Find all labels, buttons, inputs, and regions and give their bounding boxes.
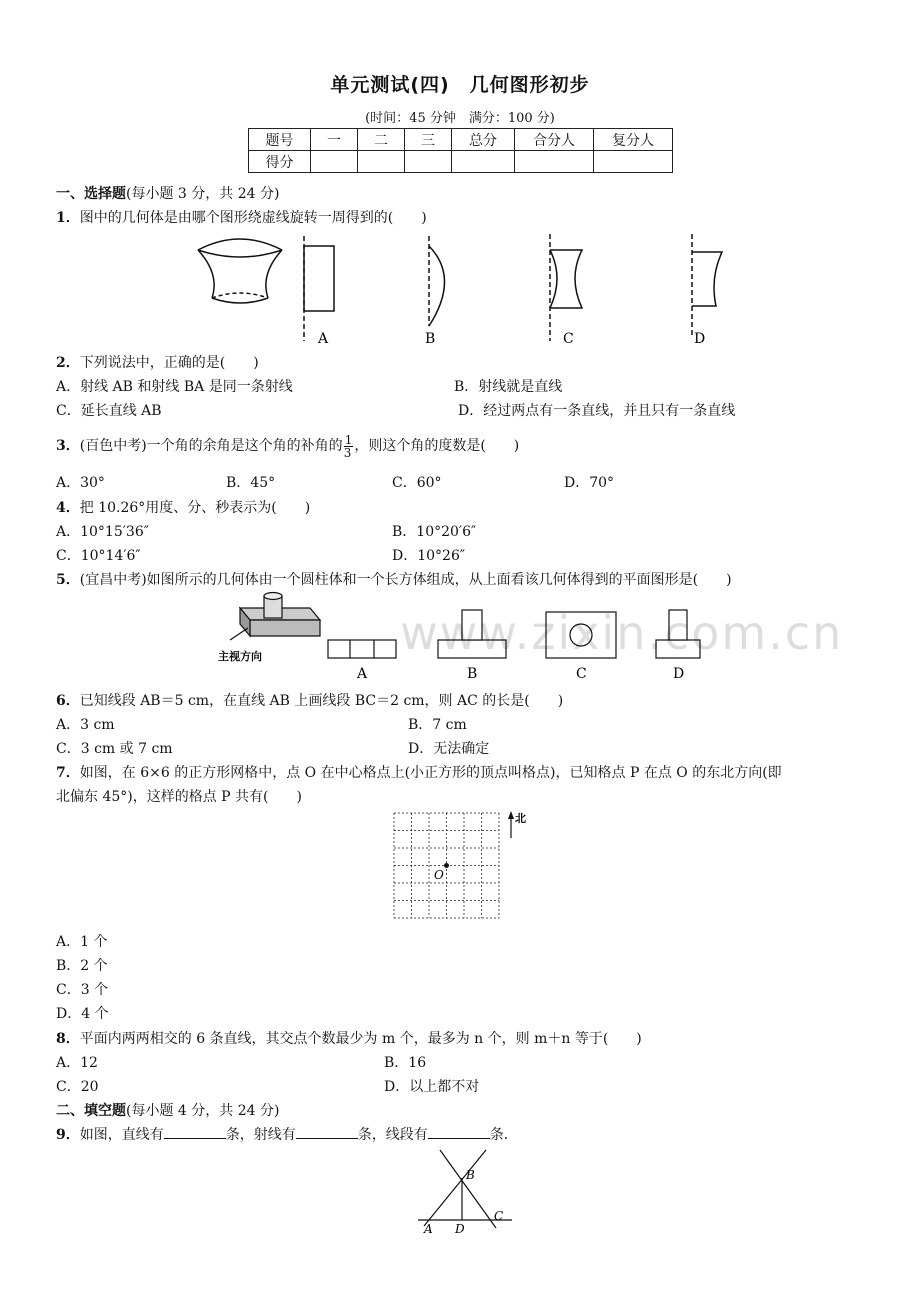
solid-top-ellipse: [198, 250, 282, 257]
label-c: C: [494, 1209, 504, 1223]
question-text: 条，线段有: [357, 1127, 428, 1143]
table-cell: 题号: [249, 129, 311, 151]
option-c[interactable]: C．60°: [392, 475, 442, 491]
option-c-shape: [550, 250, 582, 308]
question-number: 6．: [56, 693, 80, 709]
label-d: D: [694, 331, 706, 347]
label-c: C: [576, 666, 587, 682]
label-b: B: [425, 331, 436, 347]
question-number: 8．: [56, 1031, 80, 1047]
label-b: B: [466, 1168, 475, 1182]
option-c[interactable]: C．3 个: [56, 982, 109, 998]
score-cell[interactable]: [405, 151, 452, 173]
section-heading: [56, 1100, 279, 1120]
question-number: 7．: [56, 765, 80, 781]
question-text: 条，射线有: [225, 1127, 296, 1143]
table-cell: 总分: [452, 129, 515, 151]
solid-bottom-front: [212, 298, 268, 303]
option-c[interactable]: C．10°14′6″: [56, 548, 141, 564]
question-text: 条．: [489, 1127, 518, 1143]
option-b[interactable]: B．16: [384, 1055, 427, 1071]
solid-bottom-back: [212, 293, 268, 298]
option-a[interactable]: A．3 cm: [56, 717, 115, 733]
answer-blank-rays[interactable]: [296, 1126, 358, 1139]
section-title: 一、选择题: [56, 186, 126, 202]
question-4: [56, 497, 310, 517]
section-note: (每小题 3 分，共 24 分): [126, 186, 280, 202]
label-d: D: [673, 666, 685, 682]
table-cell: 一: [311, 129, 358, 151]
option-d[interactable]: D．无法确定: [408, 741, 490, 757]
table-cell: 二: [358, 129, 405, 151]
question-text: 已知线段 AB＝5 cm，在直线 AB 上画线段 BC＝2 cm，则 AC 的长是( ): [79, 693, 564, 709]
section-heading: [56, 183, 279, 203]
section-note: (每小题 4 分，共 24 分): [126, 1103, 280, 1119]
option-c[interactable]: C．延长直线 AB: [56, 403, 162, 419]
option-d[interactable]: D．10°26″: [392, 548, 466, 564]
question-text: 如图，在 6×6 的正方形网格中，点 O 在中心格点上(小正方形的顶点叫格点)，已知格点 P 在点 O 的东北方向(即: [79, 765, 782, 781]
option-b[interactable]: B．45°: [226, 475, 276, 491]
block-front: [250, 620, 320, 636]
label-b: B: [467, 666, 478, 682]
option-b[interactable]: B．10°20′6″: [392, 524, 477, 540]
question-text: 把 10.26°用度、分、秒表示为( ): [79, 500, 311, 516]
direction-arrow: [230, 628, 248, 640]
option-c[interactable]: C．3 cm 或 7 cm: [56, 741, 173, 757]
question-text: 平面内两两相交的 6 条直线，其交点个数最少为 m 个，最多为 n 个，则 m＋n 等于( ): [79, 1031, 642, 1047]
fraction-denominator: 3: [343, 445, 352, 460]
option-c-inner-arc: [550, 250, 557, 308]
question-3: [56, 428, 519, 464]
question-8: [56, 1028, 642, 1048]
watermark: www.zixin.com.cn: [400, 606, 844, 660]
table-cell: 合分人: [515, 129, 594, 151]
label-o: O: [434, 868, 444, 882]
question-9: [56, 1124, 518, 1144]
point-o: [444, 863, 449, 868]
score-cell[interactable]: [515, 151, 594, 173]
option-a[interactable]: A．30°: [56, 475, 105, 491]
option-a[interactable]: A．1 个: [56, 934, 108, 950]
score-cell[interactable]: [594, 151, 673, 173]
option-d[interactable]: D．70°: [564, 475, 615, 491]
label-d: D: [455, 1222, 465, 1236]
question-2: [56, 352, 259, 372]
question-text: 如图，直线有: [79, 1127, 164, 1143]
question-7: [56, 762, 782, 782]
option-a[interactable]: A．10°15′36″: [56, 524, 149, 540]
answer-blank-segments[interactable]: [428, 1126, 490, 1139]
question-number: 3．: [56, 438, 80, 454]
answer-blank-lines[interactable]: [164, 1126, 226, 1139]
option-a-rectangle: [304, 246, 334, 311]
score-cell[interactable]: [311, 151, 358, 173]
option-a-base: [328, 640, 396, 658]
option-d-shape: [692, 252, 722, 306]
direction-label: 主视方向: [218, 650, 262, 663]
solid-right-side: [266, 250, 282, 298]
score-cell[interactable]: [358, 151, 405, 173]
fraction-numerator: 1: [344, 432, 353, 447]
label-a: A: [318, 331, 329, 347]
option-d[interactable]: D．经过两点有一条直线，并且只有一条直线: [458, 403, 736, 419]
option-a[interactable]: A．12: [56, 1055, 98, 1071]
solid-top-arc: [198, 239, 282, 250]
question-7-continued: 北偏东 45°)，这样的格点 P 共有( ): [56, 789, 302, 805]
question-5: [56, 569, 732, 589]
label-a: A: [424, 1222, 433, 1236]
q7-grid-figure: [388, 808, 538, 923]
question-6: [56, 690, 563, 710]
solid-left-side: [198, 250, 214, 298]
label-c: C: [563, 331, 574, 347]
option-c[interactable]: C．20: [56, 1079, 99, 1095]
option-d[interactable]: D．以上都不对: [384, 1079, 480, 1095]
question-number: 2．: [56, 355, 80, 371]
option-b[interactable]: B．7 cm: [408, 717, 467, 733]
table-row: [249, 151, 673, 173]
line-through-b-c: [440, 1150, 496, 1228]
question-number: 1．: [56, 210, 80, 226]
cylinder-top: [264, 593, 282, 600]
question-number: 9．: [56, 1127, 80, 1143]
exam-info: (时间：45 分钟 满分：100 分): [365, 111, 555, 126]
table-cell: 三: [405, 129, 452, 151]
question-text: (百色中考)一个角的余角是这个角的补角的: [79, 438, 343, 454]
option-b[interactable]: B．2 个: [56, 958, 108, 974]
page-title: 单元测试(四) 几何图形初步: [330, 74, 590, 96]
question-text-end: ，则这个角的度数是( ): [354, 438, 520, 454]
table-cell: 得分: [249, 151, 311, 173]
q1-figure: [190, 228, 750, 353]
option-b[interactable]: B．射线就是直线: [454, 379, 563, 395]
question-text: (宜昌中考)如图所示的几何体由一个圆柱体和一个长方体组成，从上面看该几何体得到的平面图形是( ): [79, 572, 732, 588]
q9-figure: [410, 1146, 520, 1238]
north-arrowhead: [508, 811, 514, 819]
question-text: 图中的几何体是由哪个图形绕虚线旋转一周得到的( ): [79, 210, 427, 226]
option-b-arc: [429, 246, 445, 326]
score-table: [248, 128, 673, 173]
question-number: 5．: [56, 572, 80, 588]
table-row: [249, 129, 673, 151]
table-cell: 复分人: [594, 129, 673, 151]
fraction-one-third: [344, 434, 354, 459]
question-text: 下列说法中，正确的是( ): [79, 355, 259, 371]
north-label: 北: [515, 812, 526, 825]
section-title: 二、填空题: [56, 1103, 126, 1119]
question-1: [56, 207, 427, 227]
label-a: A: [357, 666, 368, 682]
line-through-b-a: [424, 1150, 486, 1226]
option-d[interactable]: D．4 个: [56, 1006, 109, 1022]
option-a[interactable]: A．射线 AB 和射线 BA 是同一条射线: [56, 379, 293, 395]
question-number: 4．: [56, 500, 80, 516]
score-cell[interactable]: [452, 151, 515, 173]
